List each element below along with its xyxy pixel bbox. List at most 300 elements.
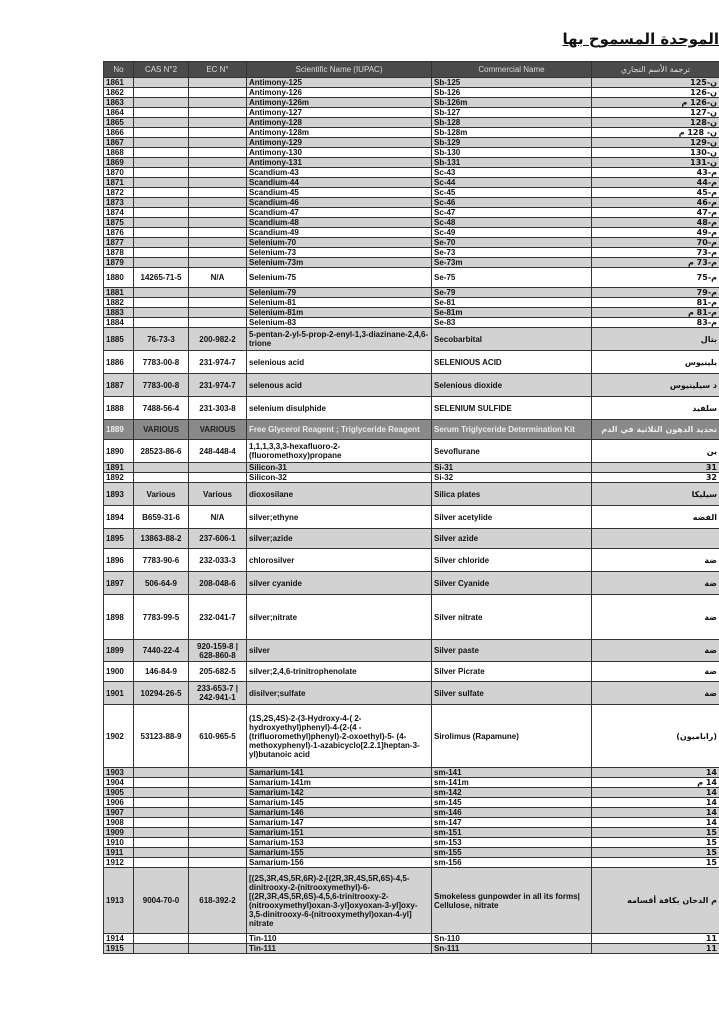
cell-no: 1868 (104, 148, 134, 158)
cell-ec: 248-448-4 (189, 440, 247, 463)
cell-ec (189, 218, 247, 228)
cell-cas: 7440-22-4 (134, 640, 189, 662)
cell-commercial: Silver azide (432, 529, 592, 549)
cell-ec: VARIOUS (189, 420, 247, 440)
cell-iupac: 1,1,1,3,3,3-hexafluoro-2-(fluoromethoxy)propane (247, 440, 432, 463)
table-row (104, 595, 719, 640)
cell-ec (189, 858, 247, 868)
cell-no: 1879 (104, 258, 134, 268)
cell-no: 1910 (104, 838, 134, 848)
cell-arabic: ضة (592, 595, 719, 640)
cell-cas (134, 108, 189, 118)
table-row (104, 118, 719, 128)
cell-no: 1880 (104, 268, 134, 288)
cell-arabic: ن-127 (592, 108, 719, 118)
cell-cas: 146-84-9 (134, 662, 189, 682)
cell-iupac: Samarium-141m (247, 778, 432, 788)
cell-cas (134, 934, 189, 944)
cell-arabic: 14 م (592, 778, 719, 788)
cell-arabic: الفضه (592, 506, 719, 529)
cell-commercial: Sc-46 (432, 198, 592, 208)
cell-cas (134, 848, 189, 858)
cell-arabic: 32 (592, 473, 719, 483)
cell-arabic: م-73 (592, 248, 719, 258)
cell-ec (189, 298, 247, 308)
cell-iupac: (1S,2S,4S)-2-(3-Hydroxy-4-( 2-hydroxyethyl)phenyl)-4-(2-(4 -(trifluoromethyl)phenyl)-2-oxoethyl)-5- (4-methoxyphenyl)-1-azabicyclo[2.2.1]heptan-3-yl)butanoic acid (247, 705, 432, 768)
cell-ec (189, 288, 247, 298)
table-row (104, 318, 719, 328)
cell-arabic: م-43 (592, 168, 719, 178)
cell-cas (134, 248, 189, 258)
table-row (104, 662, 719, 682)
cell-cas (134, 858, 189, 868)
cell-commercial: Silver Picrate (432, 662, 592, 682)
cell-cas (134, 308, 189, 318)
cell-ec (189, 318, 247, 328)
cell-iupac: Antimony-128m (247, 128, 432, 138)
cell-iupac: Samarium-146 (247, 808, 432, 818)
cell-no: 1863 (104, 98, 134, 108)
table-row (104, 98, 719, 108)
cell-ec: 233-653-7 | 242-941-1 (189, 682, 247, 705)
cell-iupac: Free Glycerol Reagent ; Triglyceride Reagent (247, 420, 432, 440)
cell-iupac: selenous acid (247, 374, 432, 397)
cell-no: 1894 (104, 506, 134, 529)
table-row (104, 397, 719, 420)
cell-ec (189, 128, 247, 138)
cell-iupac: silver;azide (247, 529, 432, 549)
cell-iupac: Scandium-43 (247, 168, 432, 178)
cell-commercial: Si-31 (432, 463, 592, 473)
cell-no: 1884 (104, 318, 134, 328)
cell-commercial: Selenious dioxide (432, 374, 592, 397)
cell-ec (189, 118, 247, 128)
cell-iupac: Samarium-156 (247, 858, 432, 868)
table-row (104, 640, 719, 662)
cell-no: 1872 (104, 188, 134, 198)
cell-arabic: 15 (592, 828, 719, 838)
cell-no: 1892 (104, 473, 134, 483)
cell-arabic: 11 (592, 934, 719, 944)
cell-cas (134, 778, 189, 788)
cell-no: 1882 (104, 298, 134, 308)
cell-cas: 506-64-9 (134, 572, 189, 595)
table-row (104, 78, 719, 88)
cell-no: 1886 (104, 351, 134, 374)
cell-iupac: Selenium-81m (247, 308, 432, 318)
cell-cas (134, 288, 189, 298)
cell-ec (189, 148, 247, 158)
cell-commercial: Sb-128m (432, 128, 592, 138)
cell-cas (134, 238, 189, 248)
cell-commercial: Sn-111 (432, 944, 592, 954)
table-row (104, 158, 719, 168)
cell-cas (134, 178, 189, 188)
cell-cas (134, 818, 189, 828)
cell-commercial: sm-141 (432, 768, 592, 778)
cell-commercial: Silver nitrate (432, 595, 592, 640)
cell-commercial: Sb-126 (432, 88, 592, 98)
header-cas: CAS N°2 (134, 62, 189, 78)
cell-commercial: Sc-45 (432, 188, 592, 198)
cell-ec (189, 78, 247, 88)
table-row (104, 374, 719, 397)
cell-ec (189, 258, 247, 268)
table-row (104, 788, 719, 798)
cell-ec (189, 778, 247, 788)
cell-commercial: Silver chloride (432, 549, 592, 572)
cell-arabic: م-83 (592, 318, 719, 328)
cell-commercial: Sb-127 (432, 108, 592, 118)
cell-ec (189, 108, 247, 118)
cell-iupac: chlorosilver (247, 549, 432, 572)
cell-arabic: ضة (592, 549, 719, 572)
cell-arabic: يلينيوس (592, 351, 719, 374)
cell-ec (189, 238, 247, 248)
cell-iupac: selenious acid (247, 351, 432, 374)
cell-cas (134, 138, 189, 148)
cell-arabic: د سيلينيوس (592, 374, 719, 397)
table-row (104, 248, 719, 258)
cell-no: 1915 (104, 944, 134, 954)
cell-ec (189, 818, 247, 828)
cell-ec (189, 168, 247, 178)
header-iupac: Scientific Name (IUPAC) (247, 62, 432, 78)
table-row (104, 808, 719, 818)
cell-arabic: ضة (592, 640, 719, 662)
cell-no: 1890 (104, 440, 134, 463)
cell-no: 1875 (104, 218, 134, 228)
cell-arabic: سيليكا (592, 483, 719, 506)
cell-no: 1867 (104, 138, 134, 148)
cell-arabic: 14 (592, 788, 719, 798)
cell-commercial: Sc-48 (432, 218, 592, 228)
cell-no: 1905 (104, 788, 134, 798)
table-row (104, 88, 719, 98)
cell-commercial: Sb-131 (432, 158, 592, 168)
cell-commercial: Sb-128 (432, 118, 592, 128)
cell-iupac: disilver;sulfate (247, 682, 432, 705)
cell-ec (189, 188, 247, 198)
table-row (104, 682, 719, 705)
table-row (104, 108, 719, 118)
cell-cas: 13863-88-2 (134, 529, 189, 549)
cell-no: 1885 (104, 328, 134, 351)
cell-ec (189, 138, 247, 148)
cell-commercial: sm-141m (432, 778, 592, 788)
cell-cas (134, 218, 189, 228)
cell-commercial: Smokeless gunpowder in all its forms| Cellulose, nitrate (432, 868, 592, 934)
cell-cas (134, 78, 189, 88)
cell-ec: 618-392-2 (189, 868, 247, 934)
cell-arabic: م-46 (592, 198, 719, 208)
cell-ec: 610-965-5 (189, 705, 247, 768)
cell-arabic: ن-126 (592, 88, 719, 98)
cell-commercial: SELENIUM SULFIDE (432, 397, 592, 420)
cell-iupac: Antimony-127 (247, 108, 432, 118)
cell-no: 1864 (104, 108, 134, 118)
cell-commercial: Silica plates (432, 483, 592, 506)
cell-arabic: 15 (592, 858, 719, 868)
table-row (104, 473, 719, 483)
cell-ec: 205-682-5 (189, 662, 247, 682)
cell-ec: 232-041-7 (189, 595, 247, 640)
cell-arabic: سلفيد (592, 397, 719, 420)
cell-no: 1906 (104, 798, 134, 808)
cell-arabic: 14 (592, 768, 719, 778)
table-header-row (104, 62, 719, 78)
cell-cas (134, 128, 189, 138)
cell-iupac: silver;2,4,6-trinitrophenolate (247, 662, 432, 682)
cell-iupac: silver (247, 640, 432, 662)
header-ec: EC N° (189, 62, 247, 78)
cell-no: 1902 (104, 705, 134, 768)
table-row (104, 188, 719, 198)
cell-no: 1896 (104, 549, 134, 572)
cell-ec: N/A (189, 506, 247, 529)
table-row (104, 549, 719, 572)
cell-no: 1912 (104, 858, 134, 868)
cell-ec (189, 308, 247, 318)
cell-no: 1895 (104, 529, 134, 549)
cell-ec: Various (189, 483, 247, 506)
cell-commercial: sm-147 (432, 818, 592, 828)
table-row (104, 298, 719, 308)
page-title: الموحدة المسموح بها (562, 30, 719, 48)
cell-cas (134, 473, 189, 483)
cell-iupac: 5-pentan-2-yl-5-prop-2-enyl-1,3-diazinane-2,4,6-trione (247, 328, 432, 351)
cell-arabic: م-45 (592, 188, 719, 198)
cell-ec (189, 208, 247, 218)
cell-arabic: م-70 (592, 238, 719, 248)
cell-iupac: Scandium-48 (247, 218, 432, 228)
cell-ec (189, 808, 247, 818)
cell-cas (134, 318, 189, 328)
cell-no: 1911 (104, 848, 134, 858)
cell-arabic: ضة (592, 662, 719, 682)
cell-iupac: silver;nitrate (247, 595, 432, 640)
cell-cas: 76-73-3 (134, 328, 189, 351)
cell-cas (134, 198, 189, 208)
cell-cas (134, 463, 189, 473)
cell-cas (134, 148, 189, 158)
table-row (104, 705, 719, 768)
cell-no: 1871 (104, 178, 134, 188)
cell-no: 1865 (104, 118, 134, 128)
table-row (104, 218, 719, 228)
cell-ec (189, 88, 247, 98)
cell-no: 1861 (104, 78, 134, 88)
cell-commercial: Sc-44 (432, 178, 592, 188)
cell-ec: 920-159-8 | 628-860-8 (189, 640, 247, 662)
cell-no: 1897 (104, 572, 134, 595)
table-row (104, 838, 719, 848)
cell-no: 1881 (104, 288, 134, 298)
cell-cas (134, 838, 189, 848)
cell-no: 1909 (104, 828, 134, 838)
cell-commercial: Se-79 (432, 288, 592, 298)
table-row (104, 268, 719, 288)
cell-ec (189, 473, 247, 483)
cell-ec (189, 788, 247, 798)
cell-iupac: Samarium-153 (247, 838, 432, 848)
cell-cas: 7783-00-8 (134, 374, 189, 397)
cell-arabic: ن-126 م (592, 98, 719, 108)
cell-commercial: Se-75 (432, 268, 592, 288)
cell-cas: 7783-99-5 (134, 595, 189, 640)
cell-ec: 231-974-7 (189, 374, 247, 397)
cell-no: 1888 (104, 397, 134, 420)
table-row (104, 828, 719, 838)
cell-iupac: Antimony-125 (247, 78, 432, 88)
table-row (104, 128, 719, 138)
cell-no: 1898 (104, 595, 134, 640)
cell-iupac: Samarium-155 (247, 848, 432, 858)
cell-cas (134, 208, 189, 218)
cell-commercial: sm-155 (432, 848, 592, 858)
cell-arabic: م-75 (592, 268, 719, 288)
cell-commercial: sm-142 (432, 788, 592, 798)
cell-arabic: 14 (592, 808, 719, 818)
cell-iupac: Antimony-129 (247, 138, 432, 148)
cell-ec (189, 828, 247, 838)
table-row (104, 148, 719, 158)
substances-table (103, 61, 719, 954)
cell-cas: B659-31-6 (134, 506, 189, 529)
cell-arabic: ين (592, 440, 719, 463)
cell-iupac: Selenium-83 (247, 318, 432, 328)
cell-cas (134, 168, 189, 178)
cell-arabic: تحديد الدهون الثلاثية في الدم (592, 420, 719, 440)
cell-no: 1914 (104, 934, 134, 944)
cell-ec (189, 934, 247, 944)
cell-iupac: [(2S,3R,4S,5R,6R)-2-[(2R,3R,4S,5R,6S)-4,5-dinitrooxy-2-(nitrooxymethyl)-6-[(2R,3R,4S,5R,6S)-4,5,6-trinitrooxy-2-(nitrooxymethyl)oxan-3-yl]oxyoxan-3-yl]oxy-3,5-dinitrooxy-6-(nitrooxymethyl)oxan-4-yl] nitrate (247, 868, 432, 934)
cell-ec: 231-303-8 (189, 397, 247, 420)
cell-cas: VARIOUS (134, 420, 189, 440)
cell-no: 1904 (104, 778, 134, 788)
cell-no: 1862 (104, 88, 134, 98)
cell-iupac: Antimony-126m (247, 98, 432, 108)
cell-arabic: 15 (592, 838, 719, 848)
cell-cas (134, 158, 189, 168)
cell-arabic: 15 (592, 848, 719, 858)
header-no: No (104, 62, 134, 78)
cell-commercial: Sc-47 (432, 208, 592, 218)
cell-iupac: Scandium-45 (247, 188, 432, 198)
cell-no: 1877 (104, 238, 134, 248)
cell-cas: Various (134, 483, 189, 506)
cell-cas (134, 258, 189, 268)
cell-arabic: م-47 (592, 208, 719, 218)
cell-ec: 232-033-3 (189, 549, 247, 572)
cell-commercial: Se-81m (432, 308, 592, 318)
header-commercial: Commercial Name (432, 62, 592, 78)
cell-commercial: Si-32 (432, 473, 592, 483)
cell-cas (134, 228, 189, 238)
cell-iupac: Selenium-81 (247, 298, 432, 308)
cell-cas: 7783-00-8 (134, 351, 189, 374)
cell-arabic (592, 529, 719, 549)
cell-arabic: 14 (592, 798, 719, 808)
cell-no: 1876 (104, 228, 134, 238)
table-row (104, 138, 719, 148)
cell-cas: 14265-71-5 (134, 268, 189, 288)
cell-ec (189, 158, 247, 168)
cell-no: 1899 (104, 640, 134, 662)
table-row (104, 778, 719, 788)
cell-commercial: Sc-49 (432, 228, 592, 238)
table-row (104, 178, 719, 188)
cell-cas: 28523-86-6 (134, 440, 189, 463)
cell-cas (134, 944, 189, 954)
cell-ec (189, 463, 247, 473)
cell-iupac: Samarium-145 (247, 798, 432, 808)
table-row (104, 944, 719, 954)
cell-iupac: Samarium-141 (247, 768, 432, 778)
cell-cas (134, 298, 189, 308)
cell-commercial: Silver sulfate (432, 682, 592, 705)
table-row (104, 463, 719, 473)
cell-arabic: ن-125 (592, 78, 719, 88)
cell-cas (134, 118, 189, 128)
cell-iupac: selenium disulphide (247, 397, 432, 420)
cell-no: 1878 (104, 248, 134, 258)
cell-iupac: Antimony-131 (247, 158, 432, 168)
cell-ec: 237-606-1 (189, 529, 247, 549)
cell-iupac: Selenium-70 (247, 238, 432, 248)
table-row (104, 848, 719, 858)
table-row (104, 934, 719, 944)
cell-commercial: Sc-43 (432, 168, 592, 178)
cell-no: 1870 (104, 168, 134, 178)
cell-iupac: Tin-111 (247, 944, 432, 954)
table-row (104, 168, 719, 178)
cell-commercial: Silver paste (432, 640, 592, 662)
cell-no: 1903 (104, 768, 134, 778)
table-row (104, 308, 719, 318)
cell-no: 1901 (104, 682, 134, 705)
cell-cas (134, 808, 189, 818)
cell-ec (189, 944, 247, 954)
cell-ec: 200-982-2 (189, 328, 247, 351)
cell-iupac: Selenium-75 (247, 268, 432, 288)
cell-no: 1891 (104, 463, 134, 473)
cell-arabic: ضة (592, 682, 719, 705)
cell-ec (189, 178, 247, 188)
cell-cas (134, 768, 189, 778)
cell-cas (134, 88, 189, 98)
cell-arabic: ن-131 (592, 158, 719, 168)
table-row (104, 529, 719, 549)
cell-no: 1887 (104, 374, 134, 397)
cell-ec: 208-048-6 (189, 572, 247, 595)
cell-iupac: Samarium-151 (247, 828, 432, 838)
table-row (104, 798, 719, 808)
cell-arabic: م-44 (592, 178, 719, 188)
cell-iupac: Selenium-79 (247, 288, 432, 298)
cell-cas: 7488-56-4 (134, 397, 189, 420)
cell-arabic: (راباميون) (592, 705, 719, 768)
table-row (104, 288, 719, 298)
table-row (104, 768, 719, 778)
cell-arabic: 14 (592, 818, 719, 828)
cell-ec (189, 98, 247, 108)
cell-arabic: 11 (592, 944, 719, 954)
table-row (104, 198, 719, 208)
cell-iupac: Scandium-47 (247, 208, 432, 218)
cell-ec (189, 848, 247, 858)
cell-ec (189, 768, 247, 778)
